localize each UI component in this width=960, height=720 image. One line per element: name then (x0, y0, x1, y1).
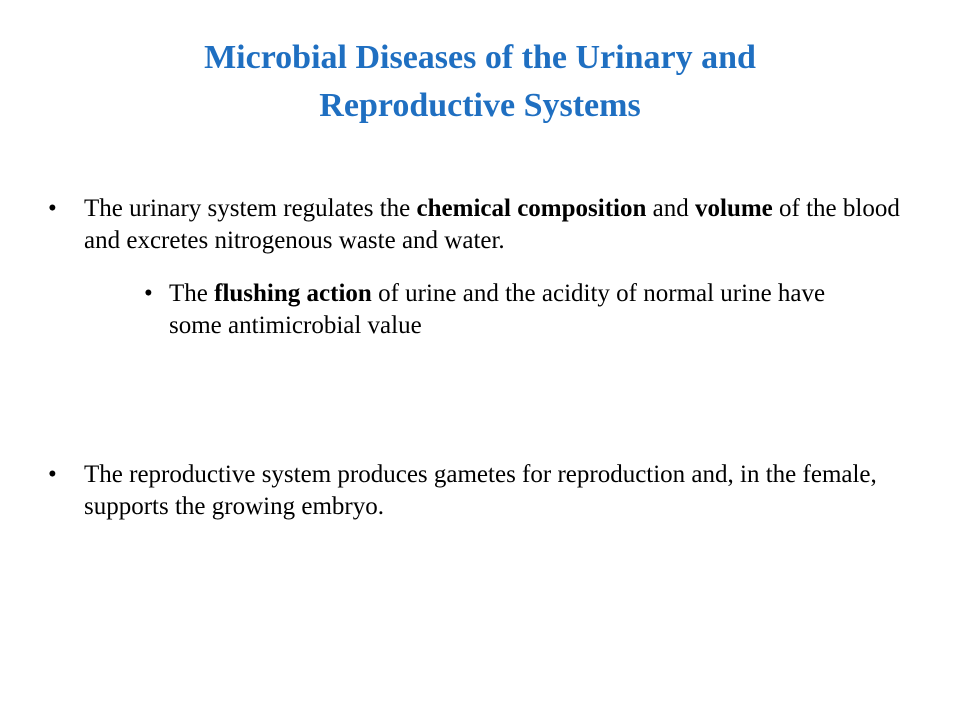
bold-term-volume: volume (695, 195, 773, 222)
bullet-text-segment: of the blood and excretes nitrogenous waste and water. (84, 195, 900, 254)
bullet-text-segment: The urinary system regulates the (84, 195, 417, 222)
bold-term-chemical-composition: chemical composition (416, 195, 647, 222)
slide-title (80, 34, 880, 130)
bullet-text-segment: of urine and the acidity of normal urine have some antimicrobial value (169, 280, 826, 339)
bullet-dot-icon: • (144, 280, 153, 307)
bullet-dot-icon: • (48, 195, 57, 222)
bullet-reproductive-system (48, 459, 928, 523)
bullet-dot-icon: • (48, 461, 57, 488)
sub-bullet-flushing-action (144, 278, 864, 342)
title-line-1: Microbial Diseases of the Urinary and (204, 39, 756, 76)
bullet-text-segment: The (169, 280, 215, 307)
bullet-text-segment: and (646, 195, 695, 222)
bold-term-flushing-action: flushing action (214, 280, 372, 307)
bullet-text (84, 193, 928, 257)
bullet-text: The reproductive system produces gametes for reproduction and, in the female, supports the growing embryo. (84, 461, 877, 520)
title-line-2: Reproductive Systems (319, 87, 641, 124)
bullet-text (169, 278, 864, 342)
bullet-urinary-system (48, 193, 928, 257)
